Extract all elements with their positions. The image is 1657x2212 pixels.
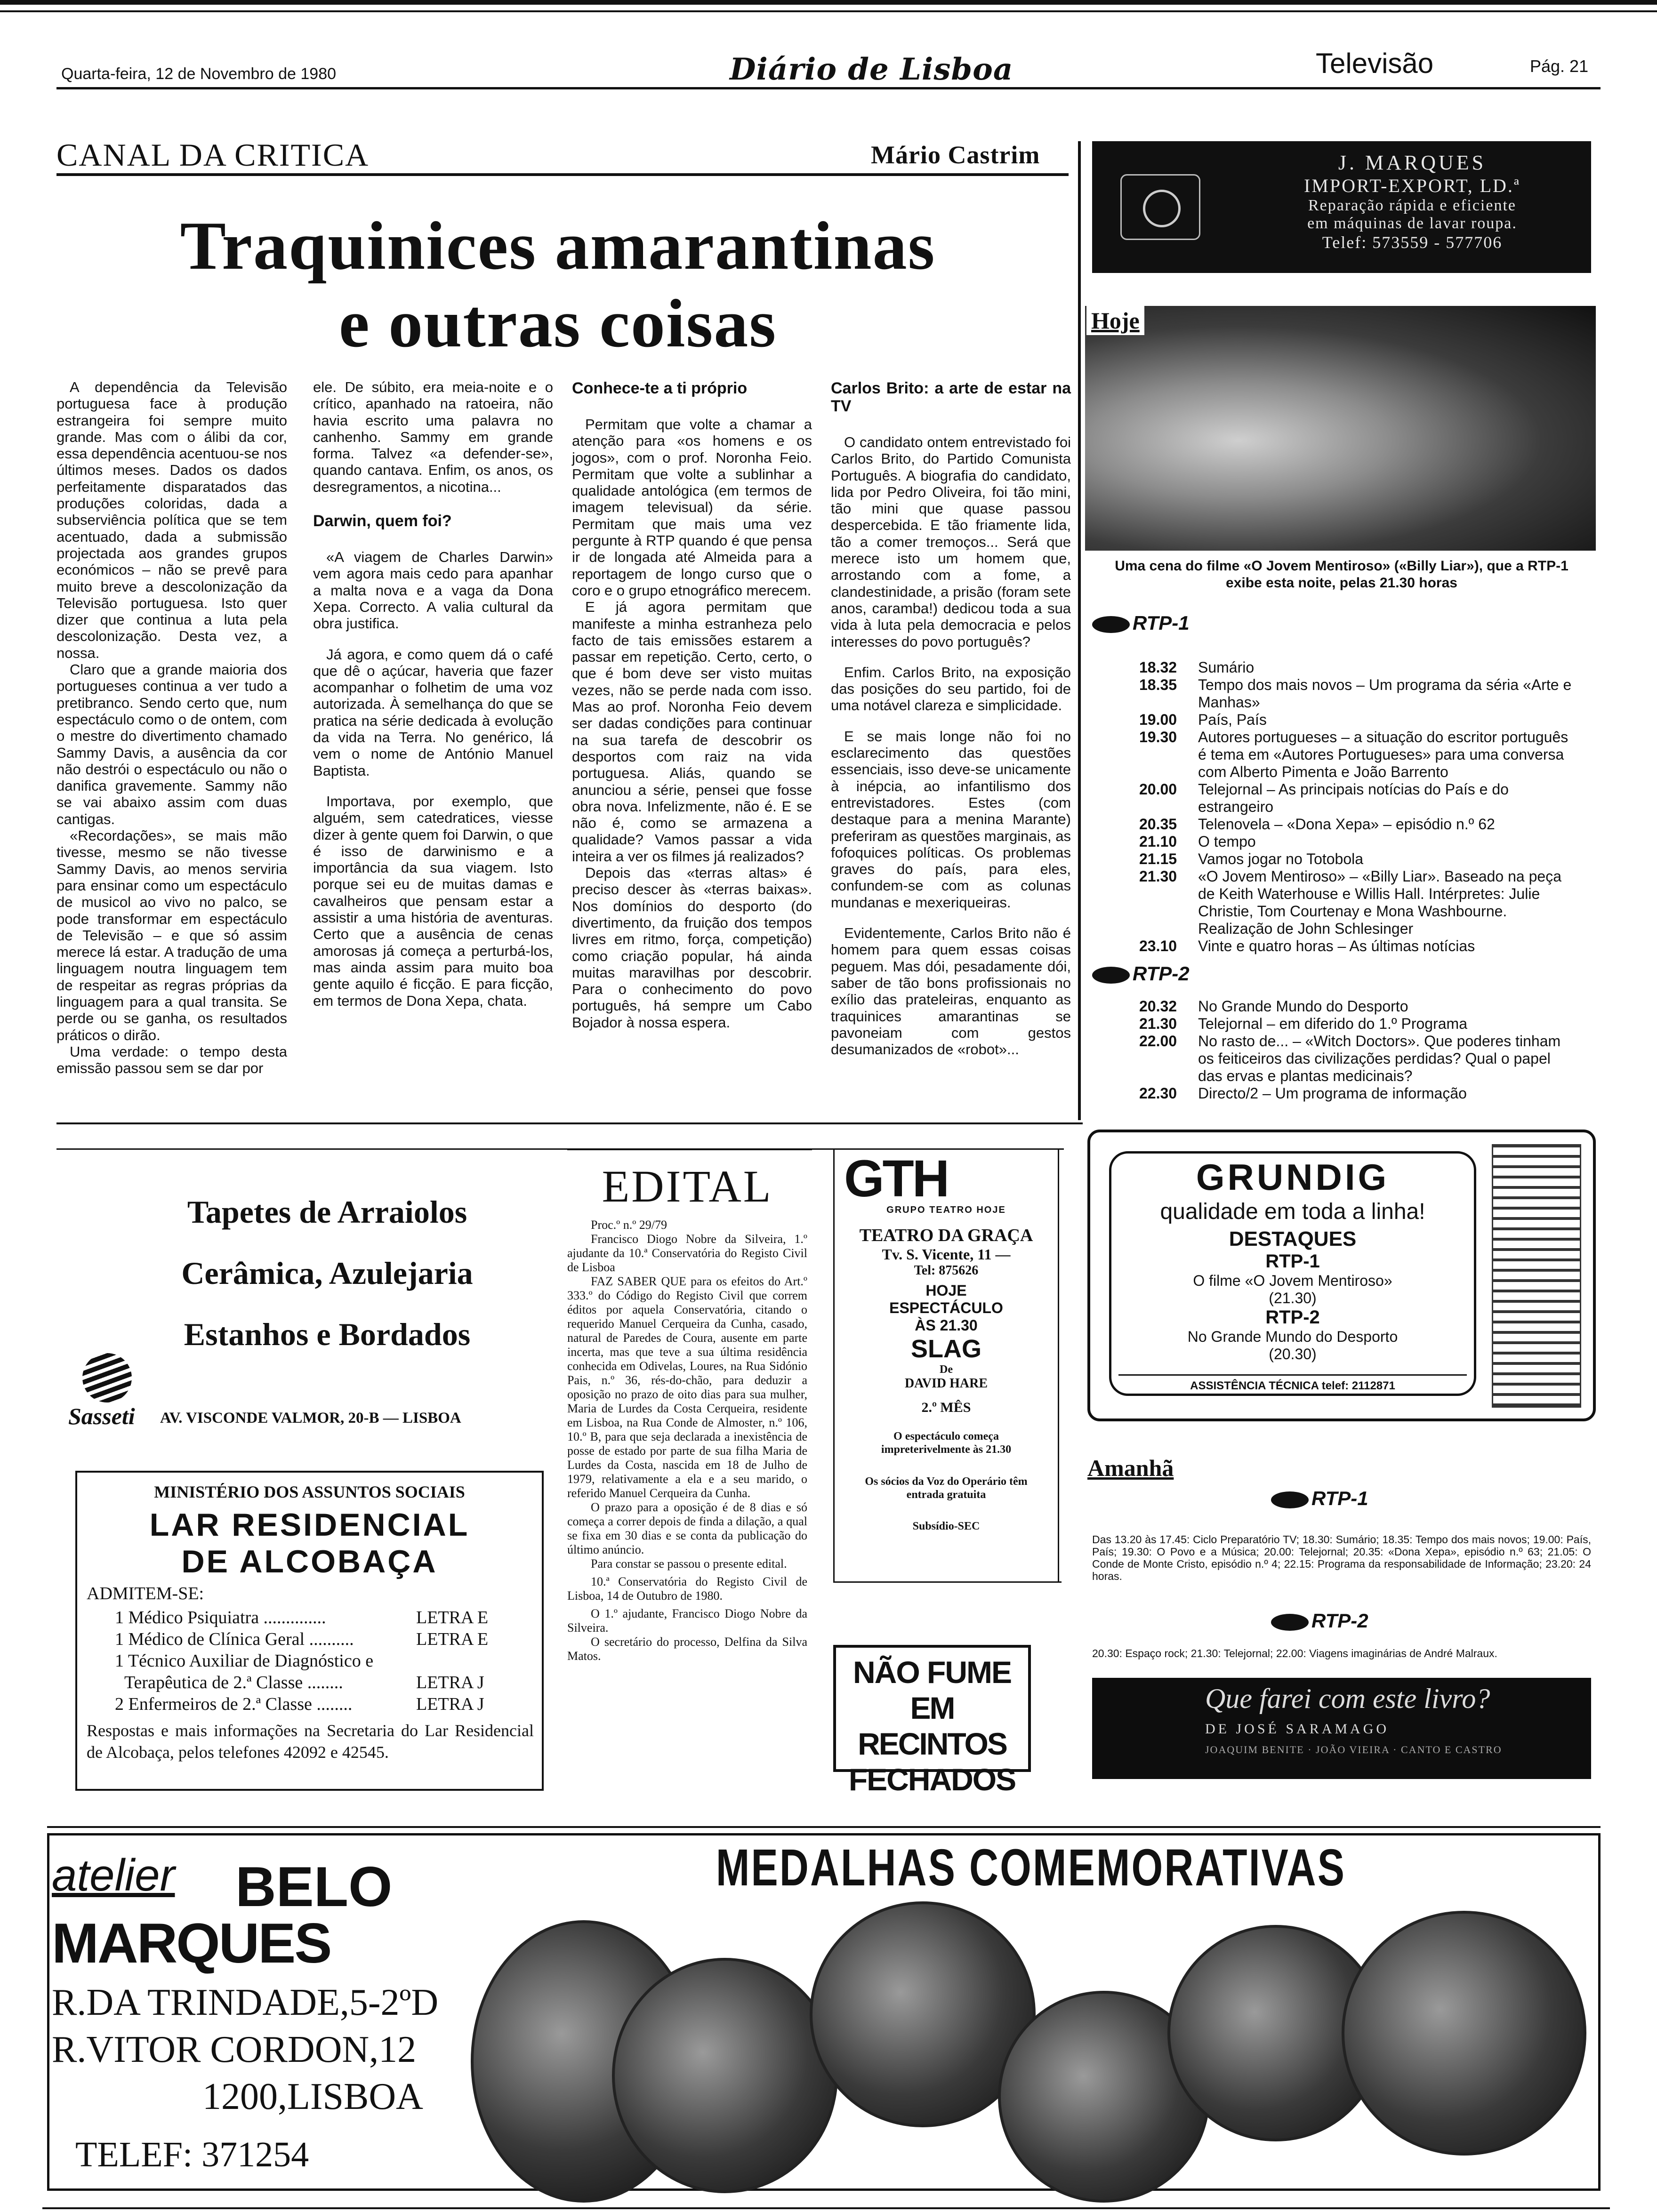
amanha-rtp1-text: Das 13.20 às 17.45: Ciclo Preparatório TV; 18.30: Sumário; 18.35: Tempo dos mais novos; 19.00: País, País; 19.30: O Povo e a Música; 20.00: Telejornal; 20.35: «Dona Xepa», episódio n.º 63; 21.05: O Conde de Monte Cristo, episódio n.º 4; 22.15: Programa da responsabilidade de Informação; 23.20: 24 horas. [1092, 1533, 1591, 1582]
edital-paragraph: 10.ª Conservatória do Registo Civil de Lisboa, 14 de Outubro de 1980. [567, 1575, 807, 1603]
lar-title-2: DE ALCOBAÇA [181, 1544, 438, 1579]
paragraph: Depois das «terras altas» é preciso descer às «terras baixas». Nos domínios do desporto (do divertimento, da fruição dos tempos livres em ritmo, força, competição) como criação popular, há ainda muitas maravilhas por descobrir. Para o conhecimento do povo português, há sempre um Cabo Bojador à nossa espera. [572, 865, 812, 1031]
grundig-rtp1: RTP-1 [1265, 1251, 1320, 1272]
headline-line-2: e outras coisas [338, 285, 777, 361]
paragraph: ele. De súbito, era meia-noite e o crítico, apanhado na ratoeira, não havia escrito uma palavra no canhenho. Sammy em grande forma. Talvez «a defender-se», quando cantava. Enfim, os anos, os desregramentos, a nicotina... [313, 379, 553, 495]
schedule-text: O tempo [1198, 833, 1256, 850]
gth-theatre: TEATRO DA GRAÇA [859, 1226, 1033, 1245]
gth-author: DAVID HARE [904, 1376, 988, 1391]
schedule-time: 20.32 [1139, 998, 1177, 1015]
book-advert [1092, 1678, 1591, 1779]
lar-ministry: MINISTÉRIO DOS ASSUNTOS SOCIAIS [154, 1483, 465, 1501]
paragraph: Claro que a grande maioria dos portugueses continua a ver tudo a pretibranco. Sendo certo que, num espectáculo como o de ontem, com o mestre do divertimento chamado Sammy Davis, a ausência da cor não destrói o espectáculo ou não o danifica gravemente. Sammy não se vai abaixo assim com duas cantigas. [56, 661, 287, 827]
amanha-rtp2-logo: RTP-2 [1271, 1610, 1368, 1632]
schedule-time: 21.30 [1139, 868, 1177, 885]
page-number: Pág. 21 [1530, 56, 1589, 76]
job-row [115, 1672, 529, 1693]
article-column-2 [313, 379, 553, 1009]
paragraph: «Recordações», se mais mão tivesse, mesmo se não tivesse Sammy Davis, ao menos serviria para ensinar como um espectáculo de musicol ao vivo no palco, se pode transformar em espectáculo de Televisão – e que só assim merece lá estar. A tradução de uma linguagem noutra linguagem tem de respeitar as regras próprias da linguagem para a qual transita. Se perde ou se ganha, os resultados práticos o dirão. [56, 827, 287, 1043]
edital-notice [567, 1160, 807, 1663]
schedule-time: 21.30 [1139, 1015, 1177, 1032]
subheading: Conhece-te a ti próprio [572, 379, 748, 397]
gth-today: HOJE [925, 1282, 967, 1299]
grundig-slogan: qualidade em toda a linha! [1160, 1199, 1425, 1224]
medal-image [612, 1958, 838, 2193]
atelier-name-1: BELO [235, 1855, 393, 1918]
marques-company: IMPORT-EXPORT, LD.ª [1304, 175, 1520, 196]
theatre-advert [833, 1148, 1059, 1581]
sasseti-logo-icon [82, 1353, 132, 1403]
paragraph: Importava, por exemplo, que alguém, sem catedratices, viesse dizer à gente quem foi Darwin, o que é isso de darwinismo e a importância da sua viagem. Isto porque sei eu de muitas damas e cavalheiros que pensam estar a assistir a uma história de aventuras. Certo que a ausência de cenas amorosas já começa a perturbá-los, mas ainda assim para muito boa gente aquilo é ficção. E para ficção, em termos de Dona Xepa, chata. [313, 793, 553, 1009]
job-title: 1 Técnico Auxiliar de Diagnóstico e [115, 1651, 374, 1671]
schedule-time: 19.30 [1139, 729, 1177, 745]
marques-advert [1092, 141, 1591, 273]
gth-show: ESPECTÁCULO [889, 1299, 1003, 1316]
grundig-rtp2-time: (20.30) [1269, 1346, 1317, 1362]
atelier-phone: TELEF: 371254 [75, 2135, 309, 2174]
rtp-eye-icon [1092, 967, 1130, 984]
headline-line-1: Traquinices amarantinas [180, 208, 936, 284]
schedule-time: 22.30 [1139, 1085, 1177, 1102]
schedule-time: 21.10 [1139, 833, 1177, 850]
grundig-brand: GRUNDIG [1196, 1156, 1390, 1198]
book-title: Que farei com este livro? [1205, 1683, 1490, 1714]
paragraph: «A viagem de Charles Darwin» vem agora mais cedo para apanhar a malta nova e a vaga da Dona Xepa. Correcto. A valia cultural da obra justifica. [313, 549, 553, 632]
atelier-label: atelier [52, 1850, 175, 1900]
rtp1-logo: RTP-1 [1092, 612, 1190, 634]
marques-phone: Telef: 573559 - 577706 [1322, 233, 1503, 252]
movie-still-photo [1085, 306, 1596, 551]
newspaper-logo: Diário de Lisboa [730, 52, 1014, 87]
lar-advert [75, 1471, 544, 1791]
gth-group: GRUPO TEATRO HOJE [886, 1205, 1006, 1215]
edital-proc: Proc.º n.º 29/79 [591, 1218, 668, 1232]
sasseti-address: AV. VISCONDE VALMOR, 20-B — LISBOA [160, 1410, 461, 1427]
job-grade: LETRA J [416, 1673, 484, 1692]
gth-sponsor: Subsídio-SEC [912, 1520, 980, 1532]
grundig-destaques: DESTAQUES [1229, 1227, 1357, 1250]
job-grade: LETRA J [416, 1694, 484, 1714]
edital-paragraph: Francisco Diogo Nobre da Silveira, 1.º ajudante da 10.ª Conservatória do Registo Civil de Lisboa [567, 1232, 807, 1274]
gth-logo: GTH [844, 1150, 948, 1208]
rtp-eye-icon [1092, 616, 1130, 633]
gth-time: ÀS 21.30 [915, 1317, 978, 1334]
job-row [115, 1693, 529, 1715]
grundig-rtp1-time: (21.30) [1269, 1290, 1317, 1306]
job-row [115, 1628, 529, 1650]
gth-note-2: Os sócios da Voz do Operário têm entrada gratuita [865, 1475, 1028, 1501]
grundig-rtp2-text: No Grande Mundo do Desporto [1187, 1328, 1398, 1345]
edital-paragraph: O secretário do processo, Delfina da Silva Matos. [567, 1635, 807, 1663]
schedule-text: No rasto de... – «Witch Doctors». Que poderes tinham os feiticeiros das civilizações perdidas? Qual o papel das ervas e plantas medicinais? [1198, 1033, 1561, 1084]
schedule-time: 21.15 [1139, 850, 1177, 867]
rtp-eye-icon [1271, 1614, 1309, 1631]
schedule-time: 23.10 [1139, 938, 1177, 954]
schedule-text: País, País [1198, 711, 1267, 728]
job-title: 2 Enfermeiros de 2.ª Classe ........ [115, 1694, 353, 1714]
job-title: 1 Médico de Clínica Geral .......... [115, 1629, 354, 1649]
washing-machine-icon [1120, 174, 1200, 240]
sasseti-line-1: Tapetes de Arraiolos [187, 1194, 467, 1230]
schedule-time: 22.00 [1139, 1033, 1177, 1050]
sasseti-advert [59, 1155, 541, 1443]
hoje-label: Hoje [1086, 306, 1144, 335]
lar-admitem: ADMITEM-SE: [87, 1584, 204, 1603]
atelier-address-3: 1200,LISBOA [202, 2076, 423, 2117]
lar-title-1: LAR RESIDENCIAL [149, 1507, 470, 1543]
column-name: CANAL DA CRITICA [56, 137, 370, 173]
paragraph: O candidato ontem entrevistado foi Carlos Brito, do Partido Comunista Português. A biografia do candidato, lida por Pedro Oliveira, foi tão mini, tão mini que quase passou despercebida. E tão friamente lida, tão a comer tremoços... Será que merece isto um homem que, arrostando com a fome, a clandestinidade, a prisão (foram sete anos, caramba!) dedicou toda a sua vida à luta pela democracia e pelos interesses do povo português? [831, 434, 1071, 650]
schedule-time: 18.35 [1139, 676, 1177, 693]
job-title: Terapêutica de 2.ª Classe ........ [124, 1673, 343, 1692]
paragraph: Uma verdade: o tempo desta emissão passou sem se dar por [56, 1043, 287, 1077]
grundig-rtp2: RTP-2 [1265, 1307, 1320, 1328]
paragraph: Enfim. Carlos Brito, na exposição das posições do seu partido, foi de uma notável clareza e simplicidade. [831, 664, 1071, 714]
gth-month: 2.º MÊS [921, 1400, 971, 1415]
job-grade: LETRA E [416, 1629, 489, 1649]
schedule-time: 18.32 [1139, 659, 1177, 676]
atelier-address-2: R.VITOR CORDON,12 [52, 2029, 417, 2070]
sasseti-line-2: Cerâmica, Azulejaria [181, 1255, 473, 1291]
schedule-text: Tempo dos mais novos – Um programa da séria «Arte e Manhas» [1198, 676, 1572, 711]
masthead-date: Quarta-feira, 12 de Novembro de 1980 [61, 65, 337, 83]
gth-play: SLAG [910, 1335, 981, 1363]
schedule-text: Telejornal – As principais notícias do País e do estrangeiro [1198, 781, 1509, 815]
schedule-text: No Grande Mundo do Desporto [1198, 998, 1408, 1015]
gth-note-1: O espectáculo começa impreterivelmente às 21.30 [881, 1430, 1012, 1456]
job-row [115, 1607, 529, 1628]
no-smoking-notice [833, 1645, 1031, 1797]
article-column-1 [56, 379, 287, 1076]
paragraph: Permitam que volte a chamar a atenção para «os homens e os jogos», com o prof. Noronha Feio. Permitam que volte a sublinhar a qualidade antológica (em termos de imagem televisual) da série. Permitam que mais uma vez pergunte à RTP quando é que pensa ir de longada até Almeida para a reportagem de longo curso que o coro e o grupo etnográfico merecem. [572, 416, 812, 599]
grundig-rtp1-text: O filme «O Jovem Mentiroso» [1193, 1272, 1392, 1289]
medal-image [1342, 1911, 1586, 2156]
section-title: Televisão [1316, 48, 1434, 79]
edital-title: EDITAL [602, 1161, 773, 1211]
job-row [115, 1650, 529, 1672]
grundig-assist: ASSISTÊNCIA TÉCNICA telef: 2112871 [1118, 1374, 1467, 1393]
marques-name: J. MARQUES [1338, 151, 1487, 174]
subheading: Carlos Brito: a arte de estar na TV [831, 379, 1071, 415]
schedule-text: Vamos jogar no Totobola [1198, 850, 1364, 867]
gth-address: Tv. S. Vicente, 11 — [882, 1246, 1011, 1263]
paragraph: E já agora permitam que manifeste a minha estranheza pelo facto de tais emissões estarem a passar em repetição. Certo, certo, o que é bom deve ser visto muitas vezes, não se perde nada com isso. Mas ao prof. Noronha Feio devem ser dadas condições para continuar na sua tarefa de descobrir os desportos com raiz na vida portuguesa. Aliás, quando se anunciou a série, pensei que fosse obra nova. Infelizmente, não é. E se não é, como se armazena a qualidade? Vamos passar a vida inteira a ver os filmes já realizados? [572, 599, 812, 865]
grundig-advert [1087, 1130, 1596, 1421]
atelier-advert [52, 1840, 466, 2184]
article-column-4 [831, 377, 1071, 1058]
paragraph: A dependência da Televisão portuguesa face à produção estrangeira foi sempre muito grande. Mas com o álibi da cor, essa dependência acentuou-se nos últimos meses. Dados os dados perfeitamente disparatados das produções coloridas, dada a subserviência política que se tem acentuado, dada a submissão projectada aos grandes grupos económicos – não se prevê para muito breve a descolonização da Televisão portuguesa. Isto quer dizer que continua a luta pela descolonização. Desta vez, a nossa. [56, 379, 287, 661]
no-smoking-line-3: FECHADOS [848, 1762, 1016, 1797]
schedule-text: «O Jovem Mentiroso» – «Billy Liar». Baseado na peça de Keith Waterhouse e Willis Hall. Intérpretes: Julie Christie, Tom Courtenay e Mona Washbourne. Realização de John Schlesinger [1198, 868, 1561, 937]
schedule-text: Autores portugueses – a situação do escritor português é tema em «Autores Portugueses» para uma conversa com Alberto Pimenta e João Barrento [1198, 729, 1569, 780]
article-column-3 [572, 377, 812, 1031]
amanha-label: Amanhã [1087, 1455, 1174, 1481]
no-smoking-line-2: EM RECINTOS [858, 1691, 1006, 1761]
edital-paragraph: O prazo para a oposição é de 8 dias e só começa a correr depois de finda a dilação, a qual se fixa em 30 dias e se conta da publicação do último anúncio. [567, 1500, 807, 1556]
atelier-address-1: R.DA TRINDADE,5-2ºD [52, 1982, 439, 2023]
rtp2-logo: RTP-2 [1092, 962, 1190, 985]
column-author: Mário Castrim [871, 141, 1040, 169]
book-credits: JOAQUIM BENITE · JOÃO VIEIRA · CANTO E CASTRO [1205, 1744, 1502, 1755]
amanha-rtp2-text: 20.30: Espaço rock; 21.30: Telejornal; 22.00: Viagens imaginárias de André Malraux. [1092, 1647, 1497, 1659]
amanha-rtp1-logo: RTP-1 [1271, 1487, 1368, 1510]
article-headline [56, 207, 1059, 362]
paragraph: Já agora, e como quem dá o café que dê o açúcar, haveria que fazer acompanhar o folhetim de uma voz autorizada. À semelhança do que se pratica na série dedicada à evolução da vida na Terra. No genérico, lá vem o nome de António Manuel Baptista. [313, 646, 553, 779]
paragraph: E se mais longe não foi no esclarecimento das questões essenciais, isso deve-se unicamente à inépcia, ao infantilismo dos entrevistadores. Estes (com destaque para a menina Marante) preferiram as questões marginais, as fofoquices políticas. Os problemas graves do país, para eles, confundem-se com as colunas mundanas e mexeriqueiras. [831, 728, 1071, 911]
schedule-time: 20.35 [1139, 816, 1177, 833]
schedule-text: Directo/2 – Um programa de informação [1198, 1085, 1467, 1102]
marques-tagline-1: Reparação rápida e eficiente [1308, 197, 1517, 214]
schedule-time: 19.00 [1139, 711, 1177, 728]
tv-control-panel [1492, 1144, 1581, 1408]
rtp-eye-icon [1271, 1491, 1309, 1508]
lar-job-list [115, 1607, 529, 1715]
edital-paragraph: O 1.º ajudante, Francisco Diogo Nobre da Silveira. [567, 1607, 807, 1635]
gth-tel: Tel: 875626 [914, 1263, 979, 1278]
schedule-text: Sumário [1198, 659, 1255, 676]
sasseti-line-3: Estanhos e Bordados [184, 1316, 471, 1352]
schedule-text: Vinte e quatro horas – As últimas notícias [1198, 938, 1475, 954]
photo-caption: Uma cena do filme «O Jovem Mentiroso» («Billy Liar»), que a RTP-1 exibe esta noite, pelas 21.30 horas [1115, 558, 1569, 591]
job-title: 1 Médico Psiquiatra .............. [115, 1608, 326, 1627]
atelier-name-2: MARQUES [52, 1912, 331, 1975]
sasseti-brand: Sasseti [68, 1403, 135, 1429]
gth-by: De [940, 1363, 953, 1376]
schedule-time: 20.00 [1139, 781, 1177, 798]
no-smoking-line-1: NÃO FUME [853, 1655, 1011, 1690]
paragraph: Evidentemente, Carlos Brito não é homem para quem essas coisas peguem. Mas dói, pesadamente dói, saber de tão bons profissionais no exílio das prateleiras, enquanto as traquinices amarantinas se pavoneiam com gestos desumanizados de «robot»... [831, 925, 1071, 1058]
subheading: Darwin, quem foi? [313, 512, 452, 530]
medals-title: MEDALHAS COMEMORATIVAS [716, 1839, 1346, 1897]
schedule-text: Telenovela – «Dona Xepa» – episódio n.º 62 [1198, 816, 1495, 833]
schedule-text: Telejornal – em diferido do 1.º Programa [1198, 1015, 1467, 1032]
edital-paragraph: Para constar se passou o presente edital. [591, 1557, 787, 1571]
marques-tagline-2: em máquinas de lavar roupa. [1307, 215, 1517, 232]
lar-footer: Respostas e mais informações na Secretaria do Lar Residencial de Alcobaça, pelos telefones 42092 e 42545. [87, 1721, 534, 1762]
job-grade: LETRA E [416, 1608, 489, 1627]
edital-paragraph: FAZ SABER QUE para os efeitos do Art.º 333.º do Código do Registo Civil que correm éditos por aquela Conservatória, citando o requerido Manuel Cerqueira da Cunha, casado, natural de Paredes de Coura, ausente em parte incerta, mas que teve a sua última residência conhecida em Odivelas, Loures, na Rua Sidónio Pais, n.º 36, rés-do-chão, para deduzir a oposição no prazo de oito dias para sua mulher, Maria de Lurdes da Costa Cerqueira, residente em Lisboa, na Rua Conde de Almoster, n.º 106, 10.º B, para que seja declarada a inexistência de posse de estado por parte de sua filha Maria de Lurdes da Costa, nascida em 18 de Julho de 1979, relativamente a ela e a seu marido, o referido Manuel Cerqueira da Cunha. [567, 1274, 807, 1500]
book-author: DE JOSÉ SARAMAGO [1205, 1721, 1390, 1737]
